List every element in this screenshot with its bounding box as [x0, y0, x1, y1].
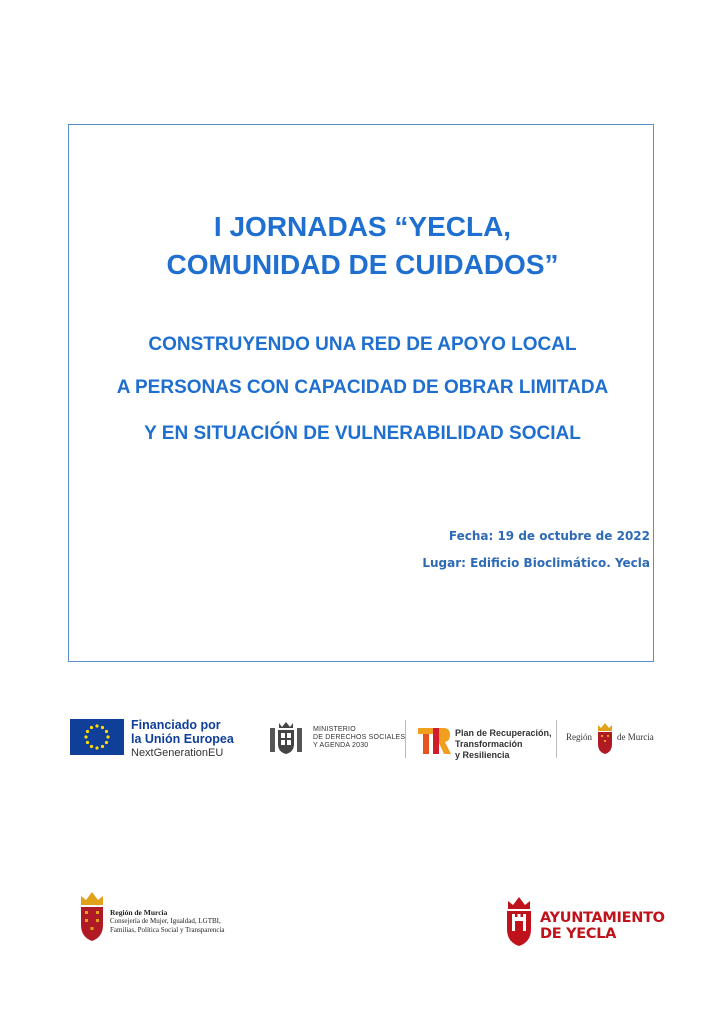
region-murcia-left-text: Región	[566, 732, 592, 742]
region-murcia-right-text: de Murcia	[617, 732, 654, 742]
consejeria-line-2: Familias, Política Social y Transparencia	[110, 926, 225, 934]
ministerio-line-3: Y AGENDA 2030	[313, 742, 369, 749]
event-location: Lugar: Edificio Bioclimático. Yecla	[422, 556, 650, 570]
plan-line-3: y Resiliencia	[455, 750, 510, 760]
plan-recuperacion-icon	[418, 726, 452, 756]
consejeria-region: Región de Murcia	[110, 908, 168, 917]
ayto-line-2: DE YECLA	[540, 926, 617, 942]
logo-divider	[405, 720, 406, 758]
subtitle-line-3: Y EN SITUACIÓN DE VULNERABILIDAD SOCIAL	[144, 423, 581, 444]
subtitle-line-1: CONSTRUYENDO UNA RED DE APOYO LOCAL	[148, 334, 577, 355]
eu-funding-logo-text	[131, 718, 234, 760]
plan-line-1: Plan de Recuperación,	[455, 728, 552, 738]
spain-coat-of-arms-icon	[268, 720, 304, 758]
plan-recuperacion-logo-text	[455, 728, 552, 761]
eu-flag-icon	[70, 719, 124, 755]
consejeria-line-1: Consejería de Mujer, Igualdad, LGTBI,	[110, 917, 221, 925]
ayto-line-1: AYUNTAMIENTO	[540, 910, 665, 926]
title-line-1: I JORNADAS “YECLA,	[213, 211, 512, 242]
ministerio-line-1: MINISTERIO	[313, 726, 356, 733]
eu-line-3: NextGenerationEU	[131, 747, 224, 759]
ministerio-logo-text	[313, 726, 405, 750]
region-murcia-shield-icon	[78, 890, 106, 944]
title-line-2: COMUNIDAD DE CUIDADOS”	[166, 249, 559, 280]
eu-line-1: Financiado por	[131, 718, 221, 732]
document-title	[0, 208, 725, 284]
consejeria-logo-text	[110, 908, 225, 935]
logo-divider	[556, 720, 557, 758]
ministerio-line-2: DE DERECHOS SOCIALES	[313, 734, 406, 741]
region-murcia-shield-icon	[596, 721, 614, 755]
eu-line-2: la Unión Europea	[131, 732, 234, 746]
event-date: Fecha: 19 de octubre de 2022	[448, 529, 650, 543]
yecla-shield-icon	[504, 895, 534, 947]
ayuntamiento-logo-text	[540, 910, 665, 942]
subtitle-line-2: A PERSONAS CON CAPACIDAD DE OBRAR LIMITADA	[116, 377, 609, 398]
plan-line-2: Transformación	[455, 739, 523, 749]
